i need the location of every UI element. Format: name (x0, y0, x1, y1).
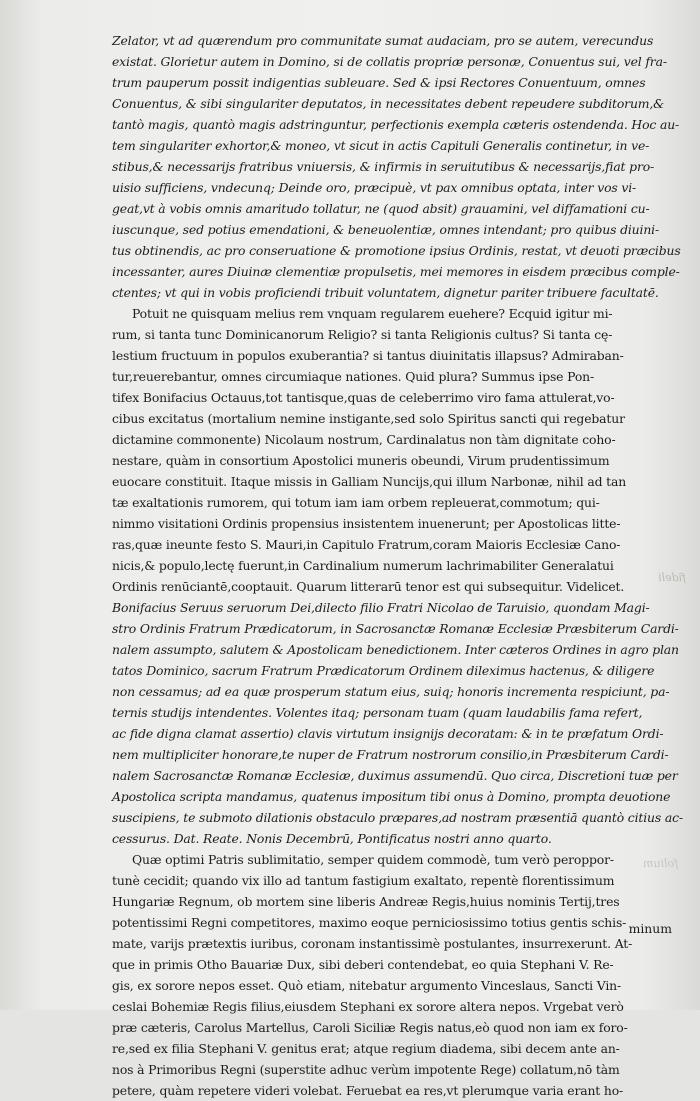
text-line: Bonifacius Seruus seruorum Dei,dilecto filio Fratri Nicolao de Taruisio, quondam Magi- (112, 600, 650, 615)
text-line: ceslai Bohemiæ Regis filius,eiusdem Stephani ex sorore altera nepos. Vrgebat verò (112, 999, 624, 1014)
text-line: nimmo visitationi Ordinis propensius insistentem inuenerunt; per Apostolicas litte- (112, 516, 621, 531)
text-line: potentissimi Regni competitores, maximo eoque perniciosissimo totius gentis schis- (112, 915, 627, 930)
text-line: tem singulariter exhortor,& moneo, vt sicut in actis Capituli Generalis continetur, in ve- (112, 138, 650, 153)
text-line: ras,quæ ineunte festo S. Mauri,in Capitulo Fratrum,coram Maioris Ecclesiæ Cano- (112, 537, 621, 552)
text-line: nalem assumpto, salutem & Apostolicam benedictionem. Inter cæteros Ordines in agro plan (112, 642, 679, 657)
text-line: tus obtinendis, ac pro conseruatione & promotione ipsius Ordinis, restat, vt deuoti præcibus (112, 243, 681, 258)
text-line: Apostolica scripta mandamus, quatenus impositum tibi onus à Domino, prompta deuotione (112, 789, 671, 804)
text-line: ac fide digna clamat assertio) clavis virtutum insignijs decoratam: & in te præfatum Ordi- (112, 726, 664, 741)
text-line: nestare, quàm in consortium Apostolici muneris obeundi, Virum prudentissimum (112, 453, 610, 468)
text-line: Conuentus, & sibi singulariter deputatos, in necessitates debent repeudere subditorum,& (112, 96, 665, 111)
text-line: cibus excitatus (mortalium nemine instigante,sed solo Spiritus sancti qui regebatur (112, 411, 625, 426)
text-line: præ cæteris, Carolus Martellus, Caroli Siciliæ Regis natus,eò quod non iam ex foro- (112, 1020, 628, 1035)
text-line: euocare constituit. Itaque missis in Galliam Nuncijs,qui illum Narbonæ, nihil ad tan (112, 474, 627, 489)
text-line: uisio sufficiens, vndecunq; Deinde oro, præcipuè, vt pax omnibus optata, inter vos vi- (112, 180, 637, 195)
text-line: nem multipliciter honorare,te nuper de Fratrum nostrorum consilio,in Præsbiterum Cardi- (112, 747, 669, 762)
text-line: gis, ex sorore nepos esset. Quò etiam, nitebatur argumento Vinceslaus, Sancti Vin- (112, 978, 622, 993)
text-line: tur,reuerebantur, omnes circumiaque nationes. Quid plura? Summus ipse Pon- (112, 369, 595, 384)
text-line: nicis,& populo,lectę fuerunt,in Cardinalium numerum lachrimabiliter Generalatui (112, 558, 614, 573)
text-line: lestium fructuum in populos exuberantia? si tantus diuinitatis illapsus? Admiraban- (112, 348, 624, 363)
text-line: non cessamus; ad ea quæ prosperum statum eius, suiq; honoris incrementa respiciunt, pa- (112, 684, 670, 699)
text-line: re,sed ex filia Stephani V. genitus erat; atque regium diadema, sibi decem ante an- (112, 1041, 620, 1056)
text-line: que in primis Otho Bauariæ Dux, sibi deberi contendebat, eo quia Stephani V. Re- (112, 957, 614, 972)
text-line: mate, varijs prætextis iuribus, coronam instantissimè postulantes, insurrexerunt. At- (112, 936, 633, 951)
text-line: Quæ optimi Patris sublimitatio, semper quidem commodè, tum verò peroppor- (132, 852, 614, 867)
text-line: stibus,& necessarijs fratribus vniuersis, & infirmis in seruitutibus & necessarijs,fiat pro- (112, 159, 655, 174)
text-line: tantò magis, quantò magis adstringuntur, perfectionis exempla cæteris ostendenda. Hoc au- (112, 117, 680, 132)
paragraph (112, 597, 686, 849)
main-text-block (112, 30, 686, 1101)
text-line: ctentes; vt qui in vobis proficiendi tribuit voluntatem, dignetur pariter tribuere facultatē. (112, 285, 659, 300)
text-line: stro Ordinis Fratrum Prædicatorum, in Sacrosanctæ Romanæ Ecclesiæ Præsbiterum Cardi- (112, 621, 679, 636)
text-line: Hungariæ Regnum, ob mortem sine liberis Andreæ Regis,huius nominis Tertij,tres (112, 894, 620, 909)
text-line: Ordinis renūciantē,cooptauit. Quarum litterarū tenor est qui subsequitur. Videlicet. (112, 579, 625, 594)
paragraph (112, 303, 686, 597)
text-line: trum pauperum possit indigentias subleuare. Sed & ipsi Rectores Conuentuum, omnes (112, 75, 646, 90)
text-line: tatos Dominico, sacrum Fratrum Prædicatorum Ordinem dileximus hactenus, & diligere (112, 663, 655, 678)
text-line: ternis studijs intendentes. Volentes itaq; personam tuam (quam laudabilis fama refert, (112, 705, 643, 720)
paragraph (112, 849, 686, 1101)
text-line: iuscunque, sed potius emendationi, & beneuolentiæ, omnes intendant; pro quibus diuini- (112, 222, 660, 237)
text-line: incessanter, aures Diuinæ clementiæ propulsetis, mei memores in eisdem præcibus comple- (112, 264, 680, 279)
text-line: Zelator, vt ad quærendum pro communitate sumat audaciam, pro se autem, verecundus (112, 33, 654, 48)
catchword: minum (628, 921, 672, 936)
text-line: rum, si tanta tunc Dominicanorum Religio? si tanta Religionis cultus? Si tanta cę- (112, 327, 613, 342)
text-line: suscipiens, te submoto dilationis obstaculo præpares,ad nostram præsentiā quantò citius ac- (112, 810, 683, 825)
text-line: existat. Glorietur autem in Domino, si de collatis propriæ personæ, Conuentus sui, vel fra- (112, 54, 667, 69)
text-line: nos à Primoribus Regni (superstite adhuc verùm impotente Rege) collatum,nō tàm (112, 1062, 620, 1077)
text-line: nalem Sacrosanctæ Romanæ Ecclesiæ, duximus assumendū. Quo circa, Discretioni tuæ per (112, 768, 678, 783)
bleed-through-mark: folium (642, 857, 678, 870)
text-line: cessurus. Dat. Reate. Nonis Decembrū, Pontificatus nostri anno quarto. (112, 831, 552, 846)
text-line: tifex Bonifacius Octauus,tot tantisque,quas de celeberrimo viro fama attulerat,vo- (112, 390, 615, 405)
text-line: geat,vt à vobis omnis amaritudo tollatur, ne (quod absit) grauamini, vel diffamationi cu- (112, 201, 650, 216)
text-line: tunè cecidit; quando vix illo ad tantum fastigium exaltato, repentè florentissimum (112, 873, 615, 888)
text-line: tæ exaltationis rumorem, qui totum iam iam orbem repleuerat,commotum; qui- (112, 495, 600, 510)
text-line: dictamine commonente) Nicolaum nostrum, Cardinalatus non tàm dignitate coho- (112, 432, 616, 447)
text-line: Potuit ne quisquam melius rem vnquam regularem euehere? Ecquid igitur mi- (132, 306, 613, 321)
bleed-through-mark: fideli (657, 570, 687, 585)
paragraph (112, 30, 686, 303)
text-line: petere, quàm repetere videri volebat. Feruebat ea res,vt plerumque varia erant ho- (112, 1083, 624, 1098)
